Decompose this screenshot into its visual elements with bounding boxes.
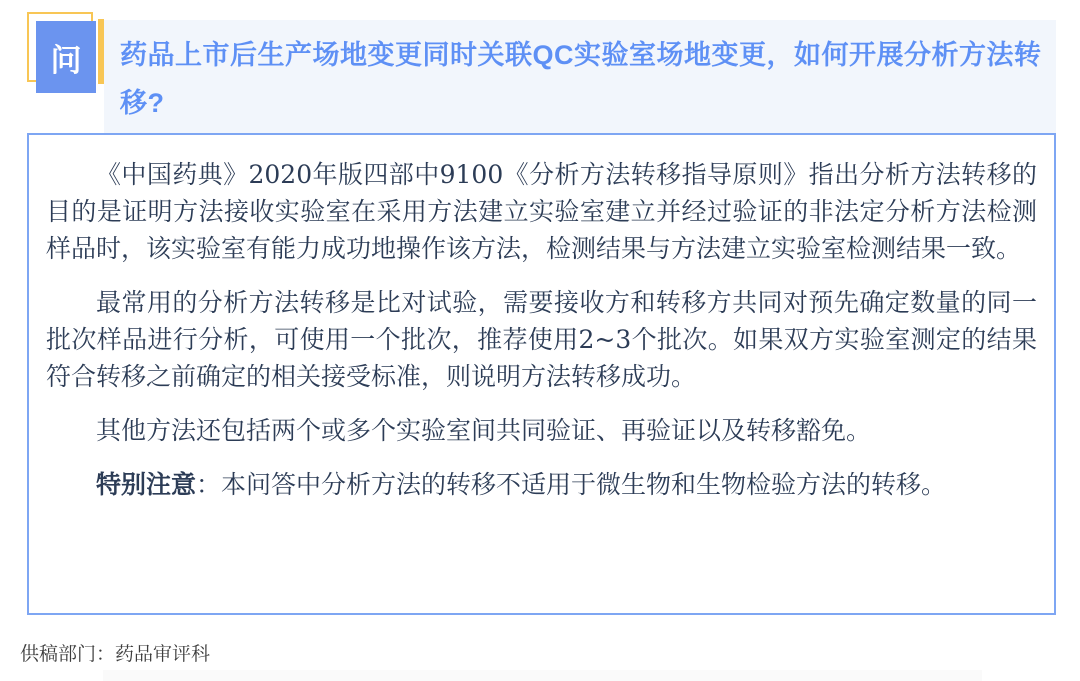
- question-badge: [36, 21, 96, 93]
- next-section-strip-decoration: [103, 670, 982, 681]
- question-title: 药品上市后生产场地变更同时关联QC实验室场地变更，如何开展分析方法转移?: [120, 40, 1042, 118]
- answer-box: [27, 133, 1056, 615]
- answer-paragraph: 其他方法还包括两个或多个实验室间共同验证、再验证以及转移豁免。: [96, 416, 872, 445]
- source-department-line: 供稿部门：药品审评科: [20, 644, 211, 665]
- title-accent-bar: [98, 19, 104, 84]
- answer-note-paragraph: [46, 466, 1037, 503]
- question-badge-label: 问: [50, 42, 82, 78]
- answer-paragraph: 《中国药典》2020年版四部中9100《分析方法转移指导原则》指出分析方法转移的目的是证明方法接收实验室在采用方法建立实验室建立并经过验证的非法定分析方法检测样品时，该实验室有能力成功地操作该方法，检测结果与方法建立实验室检测结果一致。: [46, 160, 1037, 263]
- answer-note-label: 特别注意: [96, 470, 197, 499]
- answer-note-separator: ：: [196, 470, 222, 499]
- answer-paragraph: 最常用的分析方法转移是比对试验，需要接收方和转移方共同对预先确定数量的同一批次样品进行分析，可使用一个批次，推荐使用2~3个批次。如果双方实验室测定的结果符合转移之前确定的相关接受标准，则说明方法转移成功。: [46, 288, 1037, 391]
- answer-note-text: 本问答中分析方法的转移不适用于微生物和生物检验方法的转移。: [221, 470, 947, 499]
- question-title-block: [104, 20, 1056, 137]
